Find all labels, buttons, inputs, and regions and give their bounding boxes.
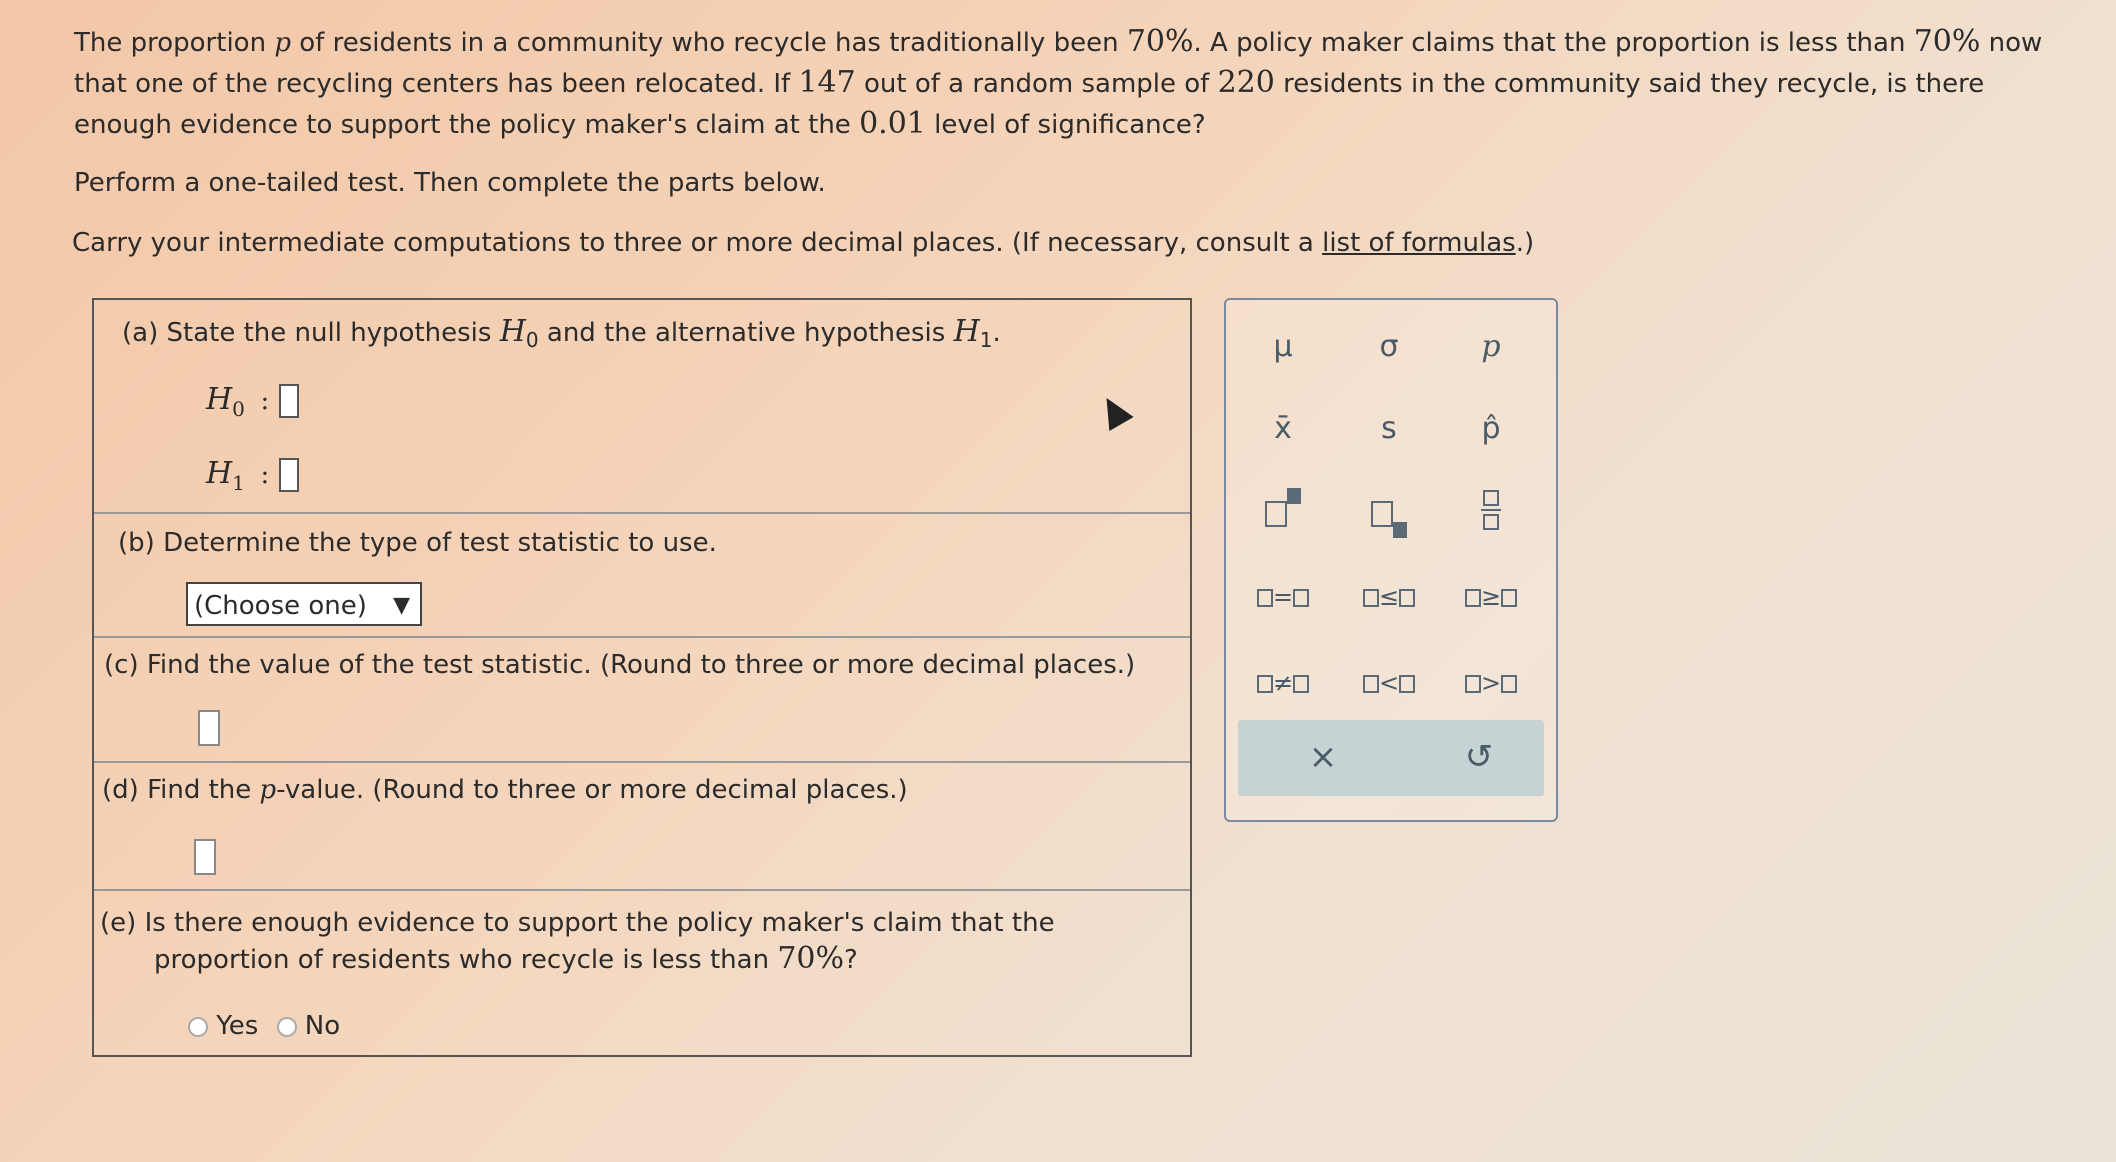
h0-label: H [206, 382, 233, 417]
undo-icon[interactable]: ↺ [1464, 737, 1494, 777]
fraction-button[interactable] [1446, 484, 1536, 540]
superscript-button[interactable] [1238, 488, 1328, 538]
p-button[interactable]: p [1481, 329, 1501, 364]
ne-symbol: ≠ [1272, 669, 1294, 697]
h0-symbol: H [499, 314, 526, 349]
yes-radio[interactable] [188, 1017, 208, 1037]
superscript-base-icon [1265, 501, 1287, 527]
equals-button[interactable] [1238, 572, 1328, 622]
value-significance: 0.01 [859, 106, 926, 141]
part-e-line1: Is there enough evidence to support the policy maker's claim that the [144, 908, 1055, 938]
part-a-text2: and the alternative hypothesis [538, 318, 954, 348]
carry-text: Carry your intermediate computations to three or more decimal places. (If necessary, consult a [72, 228, 1323, 258]
eq-symbol: = [1272, 583, 1294, 611]
part-e-prompt [100, 905, 1055, 978]
superscript-exp-icon [1287, 488, 1301, 504]
part-e-section [94, 889, 1190, 1055]
part-a-text1: State the null hypothesis [166, 318, 500, 348]
part-d-section [94, 761, 1190, 891]
question-panel [92, 298, 1192, 1057]
part-b-prompt [118, 528, 717, 558]
yes-label[interactable]: Yes [216, 1011, 259, 1041]
intro-text-4: now that one of the recycling centers has been relocated. If [74, 28, 2043, 99]
h1-row [206, 456, 299, 495]
h0-sub: 0 [525, 328, 539, 353]
eq-right-box-icon [1293, 589, 1309, 607]
mu-button[interactable]: μ [1273, 329, 1293, 364]
part-c-prompt [104, 650, 1135, 680]
intro-text-5: out of a random sample of [855, 69, 1218, 99]
not-equal-button[interactable] [1238, 658, 1328, 708]
var-p: p [274, 28, 291, 58]
h1-label: H [206, 456, 233, 491]
ge-right-box-icon [1501, 589, 1517, 607]
sigma-button[interactable]: σ [1379, 329, 1399, 364]
greater-equal-button[interactable] [1446, 572, 1536, 622]
gt-symbol: > [1480, 669, 1502, 697]
part-c-text: Find the value of the test statistic. (Round to three or more decimal places.) [146, 650, 1136, 680]
lt-right-box-icon [1399, 675, 1415, 693]
fraction-bar-icon [1481, 509, 1501, 511]
subscript-button[interactable] [1344, 488, 1434, 538]
symbol-palette [1224, 298, 1558, 822]
part-e-label: (e) [100, 908, 137, 938]
xbar-button[interactable]: x̄ [1274, 411, 1292, 446]
intro-text-1: The proportion [74, 28, 275, 58]
clear-icon[interactable]: × [1308, 737, 1338, 777]
dropdown-value: (Choose one) [194, 591, 367, 621]
less-than-button[interactable] [1344, 658, 1434, 708]
h1-label-sub: 1 [232, 471, 245, 495]
value-147: 147 [798, 65, 856, 100]
part-d-prompt [102, 775, 908, 805]
test-statistic-dropdown[interactable] [186, 582, 422, 626]
part-a-period: . [992, 318, 1001, 348]
fraction-den-icon [1483, 514, 1499, 530]
s-button[interactable]: s [1381, 411, 1397, 446]
part-b-label: (b) [118, 528, 155, 558]
part-d-label: (d) [102, 775, 139, 805]
dropdown-arrow-icon: ▼ [393, 593, 410, 618]
greater-than-button[interactable] [1446, 658, 1536, 708]
h0-input[interactable] [279, 384, 299, 418]
ne-left-box-icon [1257, 675, 1273, 693]
lt-symbol: < [1378, 669, 1400, 697]
yes-no-options [188, 1011, 340, 1041]
problem-statement [74, 22, 2064, 145]
intro-text-7: level of significance? [925, 110, 1206, 140]
h0-colon: : [260, 386, 270, 416]
part-e-70: 70% [777, 941, 845, 976]
part-d-text1: Find the [147, 775, 260, 805]
no-label[interactable]: No [304, 1011, 341, 1041]
h1-sub: 1 [979, 328, 993, 353]
intro-text-3: . A policy maker claims that the proportion is less than [1193, 28, 1914, 58]
value-70-percent: 70% [1126, 24, 1194, 59]
formulas-link[interactable]: list of formulas [1322, 228, 1516, 258]
h0-label-sub: 0 [232, 397, 245, 421]
subscript-sub-icon [1393, 522, 1407, 538]
part-c-section [94, 636, 1190, 763]
p-var: p [259, 775, 277, 805]
ge-symbol: ≥ [1480, 583, 1502, 611]
h1-symbol: H [953, 314, 980, 349]
le-symbol: ≤ [1378, 583, 1400, 611]
part-c-label: (c) [104, 650, 139, 680]
no-radio[interactable] [277, 1017, 297, 1037]
part-e-question-mark: ? [844, 945, 858, 975]
gt-right-box-icon [1501, 675, 1517, 693]
lt-left-box-icon [1363, 675, 1379, 693]
part-a-label: (a) [122, 318, 159, 348]
h1-input[interactable] [279, 458, 299, 492]
ne-right-box-icon [1293, 675, 1309, 693]
part-a-section [94, 300, 1190, 514]
h0-row [206, 382, 299, 421]
gt-left-box-icon [1465, 675, 1481, 693]
part-d-text2: -value. (Round to three or more decimal places.) [276, 775, 908, 805]
h1-colon: : [260, 460, 270, 490]
carry-instruction [72, 228, 1534, 258]
phat-button[interactable]: p̂ [1481, 411, 1501, 446]
le-left-box-icon [1363, 589, 1379, 607]
fraction-num-icon [1483, 490, 1499, 506]
eq-left-box-icon [1257, 589, 1273, 607]
part-a-prompt [122, 314, 1001, 352]
subscript-base-icon [1371, 501, 1393, 527]
p-value-input[interactable] [194, 839, 216, 875]
le-right-box-icon [1399, 589, 1415, 607]
intro-text-6: residents in the community said they recycle, is there enough evidence to support the policy maker's claim at the [74, 69, 1985, 140]
ge-left-box-icon [1465, 589, 1481, 607]
value-70-percent-claim: 70% [1913, 24, 1981, 59]
part-e-line2: proportion of residents who recycle is less than [154, 945, 778, 975]
intro-text-2: of residents in a community who recycle has traditionally been [290, 28, 1127, 58]
value-220: 220 [1217, 65, 1275, 100]
perform-instruction: Perform a one-tailed test. Then complete the parts below. [74, 168, 826, 198]
part-b-text: Determine the type of test statistic to use. [163, 528, 717, 558]
carry-end: .) [1515, 228, 1535, 258]
palette-action-bar [1238, 720, 1544, 796]
less-equal-button[interactable] [1344, 572, 1434, 622]
test-statistic-input[interactable] [198, 710, 220, 746]
